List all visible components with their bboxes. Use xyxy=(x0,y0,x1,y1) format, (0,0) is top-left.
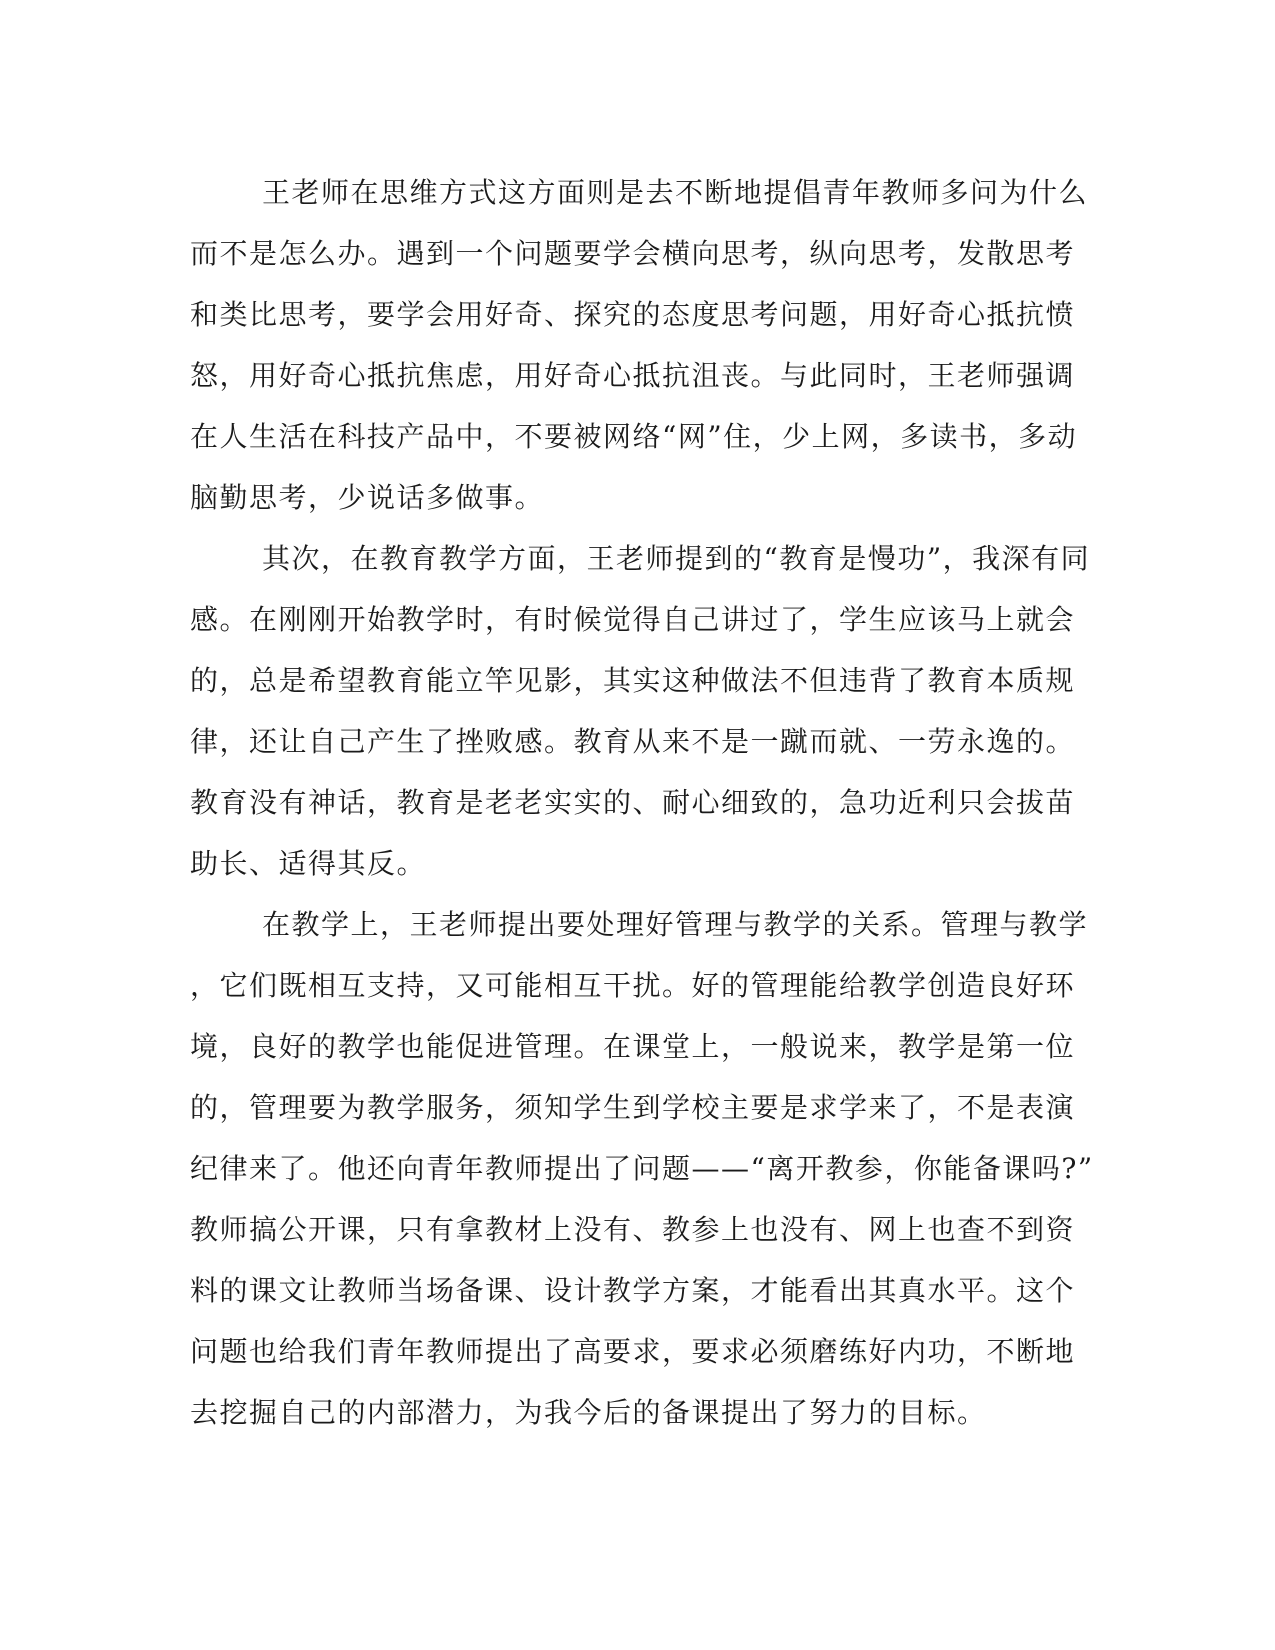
paragraph xyxy=(190,528,1091,894)
text-line: 教育没有神话，教育是老老实实的、耐心细致的，急功近利只会拔苗 xyxy=(190,786,1076,819)
text-line: 境，良好的教学也能促进管理。在课堂上，一般说来，教学是第一位 xyxy=(190,1030,1076,1063)
text-line: 王老师在思维方式这方面则是去不断地提倡青年教师多问为什么 xyxy=(262,176,1089,209)
text-line: 的，管理要为教学服务，须知学生到学校主要是求学来了，不是表演 xyxy=(190,1091,1076,1124)
text-line: 料的课文让教师当场备课、设计教学方案，才能看出其真水平。这个 xyxy=(190,1274,1076,1307)
text-line: 怒，用好奇心抵抗焦虑，用好奇心抵抗沮丧。与此同时，王老师强调 xyxy=(190,359,1076,392)
text-line: 在人生活在科技产品中，不要被网络“网”住，少上网，多读书，多动 xyxy=(190,420,1078,453)
text-line: 律，还让自己产生了挫败感。教育从来不是一蹴而就、一劳永逸的。 xyxy=(190,725,1076,758)
text-line: 脑勤思考，少说话多做事。 xyxy=(190,481,545,514)
text-line: 教师搞公开课，只有拿教材上没有、教参上也没有、网上也查不到资 xyxy=(190,1213,1076,1246)
text-line: 去挖掘自己的内部潜力，为我今后的备课提出了努力的目标。 xyxy=(190,1396,987,1429)
text-line: 纪律来了。他还向青年教师提出了问题——“离开教参，你能备课吗?” xyxy=(190,1152,1094,1185)
paragraph xyxy=(190,162,1089,528)
text-line: ，它们既相互支持，又可能相互干扰。好的管理能给教学创造良好环 xyxy=(190,969,1076,1002)
paragraph xyxy=(190,894,1094,1443)
text-line: 问题也给我们青年教师提出了高要求，要求必须磨练好内功，不断地 xyxy=(190,1335,1076,1368)
text-line: 感。在刚刚开始教学时，有时候觉得自己讲过了，学生应该马上就会 xyxy=(190,603,1076,636)
text-line: 和类比思考，要学会用好奇、探究的态度思考问题，用好奇心抵抗愤 xyxy=(190,298,1076,331)
text-line: 在教学上，王老师提出要处理好管理与教学的关系。管理与教学 xyxy=(262,908,1089,941)
document-body xyxy=(190,162,1094,1443)
text-line: 助长、适得其反。 xyxy=(190,847,427,880)
text-line: 而不是怎么办。遇到一个问题要学会横向思考，纵向思考，发散思考 xyxy=(190,237,1076,270)
text-line: 的，总是希望教育能立竿见影，其实这种做法不但违背了教育本质规 xyxy=(190,664,1076,697)
text-line: 其次，在教育教学方面，王老师提到的“教育是慢功”，我深有同 xyxy=(262,542,1091,575)
